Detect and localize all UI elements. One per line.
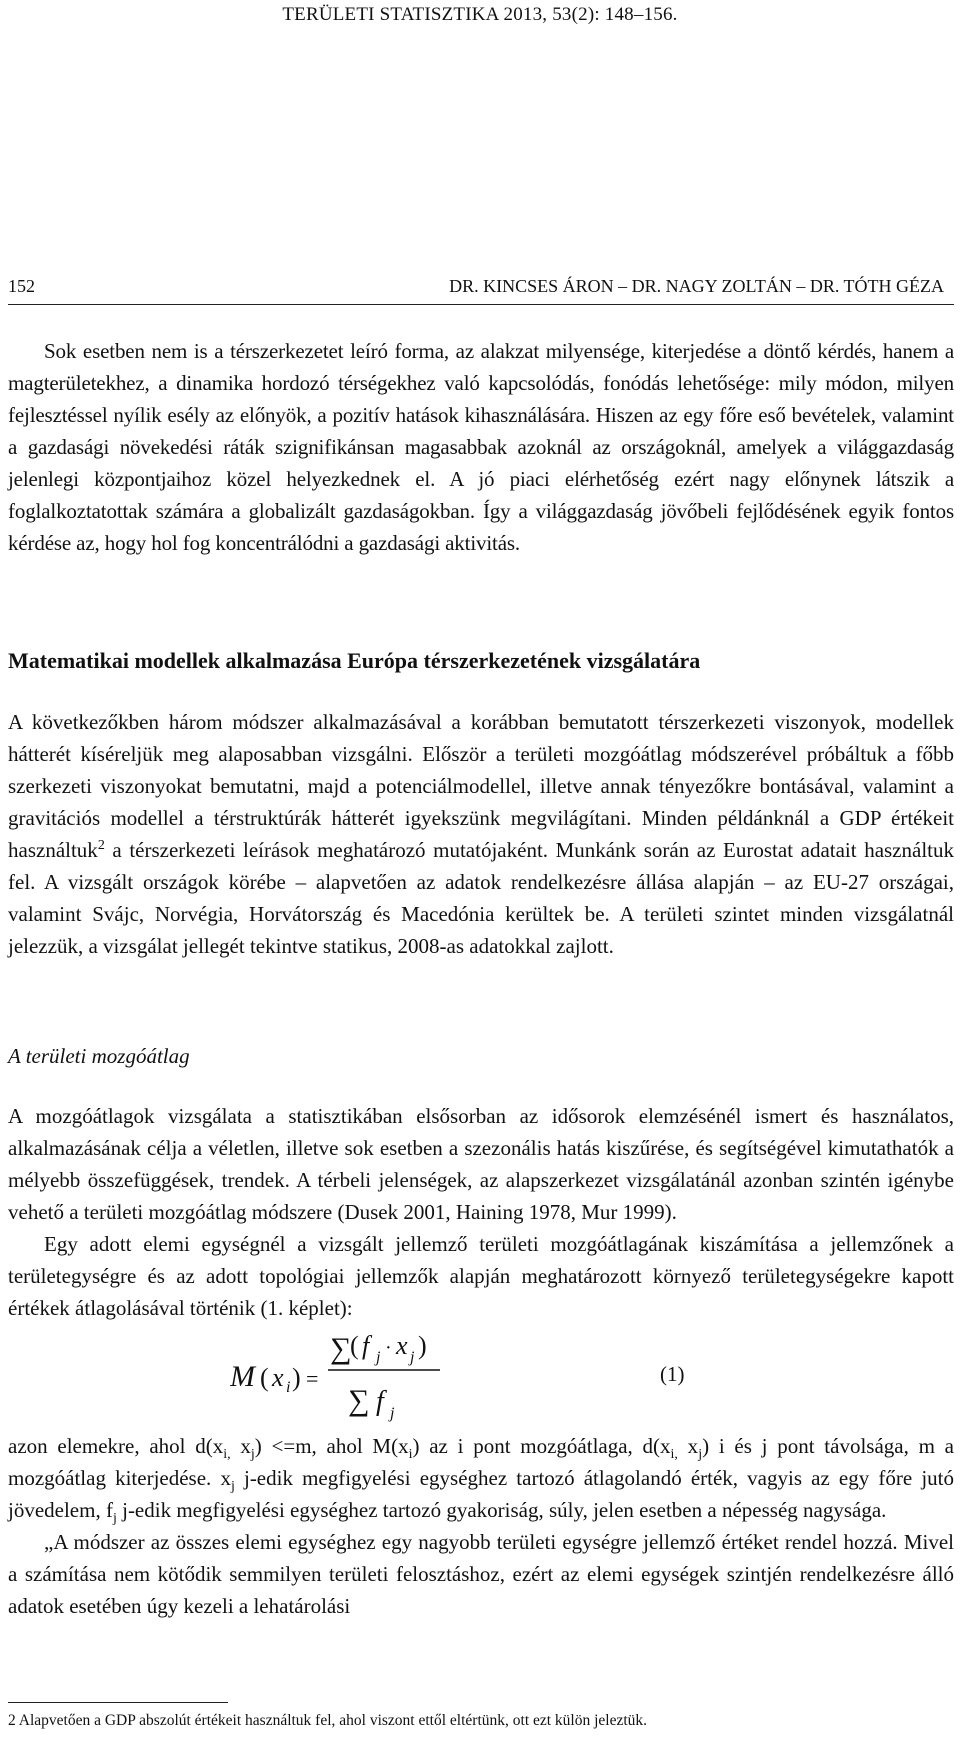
explain-text: x xyxy=(230,1434,251,1458)
formula-lhs-close: ) xyxy=(292,1363,301,1392)
explain-sub: j xyxy=(250,1447,255,1463)
section2-paragraph-2: Egy adott elemi egységnél a vizsgált jellemző területi mozgóátlagának kiszámítása a jellemzőnek a területegységre és az adott topológiai jellemzők alapján meghatározott környező területegységekre kapott értékek átlagolásával történik (1. képlet): xyxy=(8,1232,954,1320)
formula-num-f: f xyxy=(362,1331,370,1360)
page-number: 152 xyxy=(8,276,35,296)
section1-text-b: a térszerkezeti leírások meghatározó mutatójaként. Munkánk során az Eurostat adatait használtuk fel. A vizsgált országok körébe – alapvetően az adatok rendelkezésre állása alapján – az EU-27 országai, valamint Svájc, Norvégia, Horvátország és Macedónia kerültek be. A területi szintet minden vizsgálatnál jelezzük, a vizsgálat jellegét tekintve statikus, 2008-as adatokkal zajlott. xyxy=(8,838,954,958)
formula-lhs: M xyxy=(230,1360,255,1393)
footnote-marker: 2 xyxy=(97,838,105,853)
formula-number: (1) xyxy=(660,1362,685,1386)
formula-num-dot: · xyxy=(385,1337,392,1359)
section-heading: Matematikai modellek alkalmazása Európa térszerkezetének vizsgálatára xyxy=(8,648,701,673)
formula-sum-numerator: ∑ xyxy=(330,1332,352,1365)
after-formula-block xyxy=(8,1430,954,1622)
explain-text: ) i és j pont távolsága, m a mozgóátlag kiterjedése. x xyxy=(8,1434,954,1490)
footnote-rule xyxy=(8,1702,228,1703)
section2-paragraph-1: A mozgóátlagok vizsgálata a statisztikában elsősorban az idősorok elemzésénél ismert és használatos, alkalmazásának célja a véletlen, illetve sok esetben a szezonális hatás kiszűrése, és segítségével kimutathatók a mélyebb összefüggések, trendek. A térbeli jelenségek, az alapszerkezet vizsgálatánál azonban szintén igénybe vehető a területi mozgóátlag módszere (Dusek 2001, Haining 1978, Mur 1999). xyxy=(8,1104,954,1224)
formula-num-f-sub: j xyxy=(376,1349,381,1366)
explain-sub: j xyxy=(112,1511,117,1527)
journal-citation: TERÜLETI STATISZTIKA 2013, 53(2): 148–156. xyxy=(282,4,678,25)
intro-paragraph: Sok esetben nem is a térszerkezetet leíró forma, az alakzat milyensége, kiterjedése a döntő kérdés, hanem a magterületekhez, a dinamika hordozó térségekhez való kapcsolódás, fonódás lehetősége: mily módon, milyen fejlesztéssel nyílik esély az előnyök, a pozitív hatások kihasználására. Hiszen az egy főre eső bevételek, valamint a gazdasági növekedési ráták szignifikánsan magasabbak azoknál az országoknál, amelyek a világgazdaság jelenlegi központjaihoz közel helyezkednek el. A jó piaci elérhetőség ezért nagy előnynek látszik a foglalkoztatottak számára a globalizált gazdaságokban. Így a világgazdaság jövőbeli fejlődésének egyik fontos kérdése az, hogy hol fog koncentrálódni a gazdasági aktivitás. xyxy=(8,339,954,555)
explain-sub: i xyxy=(408,1447,413,1463)
formula-lhs-var: x xyxy=(272,1363,284,1392)
formula-lhs-sub: i xyxy=(286,1379,291,1396)
running-head xyxy=(8,268,954,305)
footnote: 2 Alapvetően a GDP abszolút értékeit használtuk fel, ahol viszont ettől eltértünk, ott ezt külön jeleztük. xyxy=(8,1712,648,1729)
formula-den-sub: j xyxy=(390,1405,395,1422)
explain-text: azon elemekre, ahol d(x xyxy=(8,1434,224,1458)
formula-num-x-sub: j xyxy=(410,1349,415,1366)
explain-sub: j xyxy=(698,1447,703,1463)
explain-sub: i, xyxy=(670,1447,678,1463)
moving-average-formula xyxy=(230,1320,930,1430)
explain-sub: i, xyxy=(223,1447,231,1463)
explain-text: x xyxy=(677,1434,699,1458)
running-head-authors: DR. KINCSES ÁRON – DR. NAGY ZOLTÁN – DR. TÓTH GÉZA xyxy=(449,276,944,296)
section2-paragraph-block xyxy=(8,1100,954,1324)
explain-text: ) az i pont mozgóátlaga, d(x xyxy=(412,1434,671,1458)
formula-sum-denominator: ∑ xyxy=(348,1384,370,1417)
quote-paragraph: „A módszer az összes elemi egységhez egy nagyobb területi egységre jellemző értéket rendel hozzá. Mivel a számítása nem kötődik semmilyen területi felosztáshoz, ezért az elemi egységek szintjén rendelkezésre álló adatok esetében úgy kezeli a lehatárolási xyxy=(8,1530,954,1618)
section1-text-a: A következőkben három módszer alkalmazásával a korábban bemutatott térszerkezeti viszonyok, modellek hátterét kíséreljük meg alaposabban vizsgálni. Először a területi mozgóátlag módszerével próbáltuk a főbb szerkezeti viszonyokat bemutatni, majd a potenciálmodellel, illetve annak tényezőkre bontásával, valamint a gravitációs modellel a térstruktúrák hátterét igyekszünk megvilágítani. Minden példánknál a GDP értékeit használtuk xyxy=(8,710,954,862)
section1-paragraph-block xyxy=(8,706,954,962)
formula-den-f: f xyxy=(376,1386,384,1417)
subsection-heading: A területi mozgóátlag xyxy=(8,1044,190,1068)
formula-explanation xyxy=(8,1430,954,1526)
explain-text: j-edik megfigyelési egységhez tartozó gyakoriság, súly, jelen esetben a népesség nagysága. xyxy=(116,1498,887,1522)
explain-text: j-edik megfigyelési egységhez tartozó átlagolandó érték, vagyis az egy főre jutó jövedelem, f xyxy=(8,1466,954,1522)
formula-equals: = xyxy=(306,1366,319,1391)
section1-paragraph xyxy=(8,706,954,962)
formula-lhs-open: ( xyxy=(260,1363,269,1392)
intro-paragraph-block xyxy=(8,335,954,559)
explain-text: ) <=m, ahol M(x xyxy=(254,1434,409,1458)
formula-num-open: ( xyxy=(350,1331,359,1360)
explain-sub: j xyxy=(230,1479,235,1495)
formula-num-x: x xyxy=(396,1331,408,1360)
formula-num-close: ) xyxy=(418,1331,427,1360)
